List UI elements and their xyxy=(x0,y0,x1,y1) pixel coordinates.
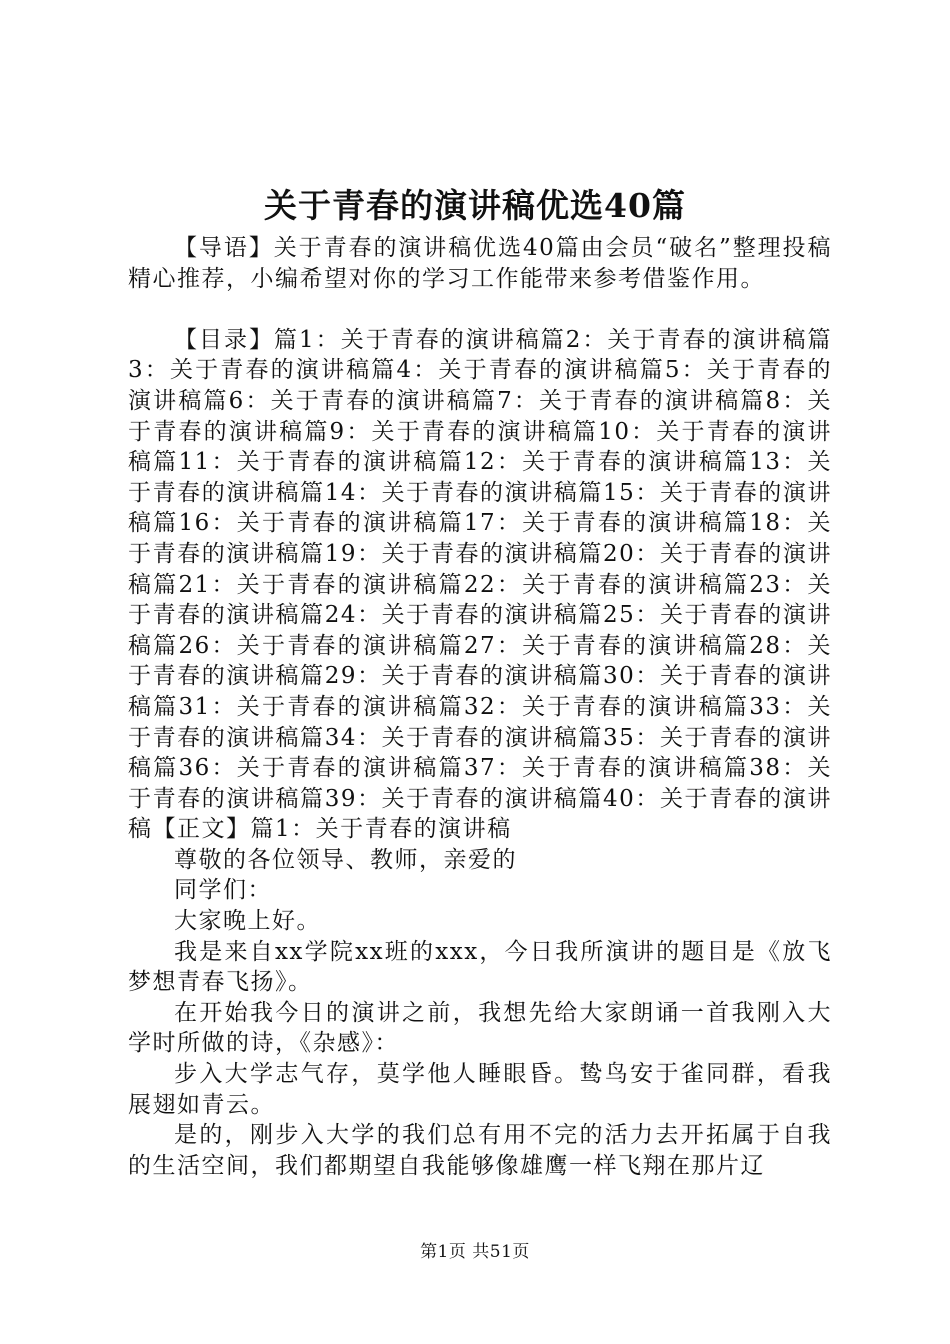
body-paragraph: 在开始我今日的演讲之前，我想先给大家朗诵一首我刚入大学时所做的诗，《杂感》： xyxy=(128,999,832,1057)
body-paragraph: 同学们： xyxy=(174,877,272,904)
toc-paragraph: 【目录】篇1：关于青春的演讲稿篇2：关于青春的演讲稿篇3：关于青春的演讲稿篇4：关于青春的演讲稿篇5：关于青春的演讲稿篇6：关于青春的演讲稿篇7：关于青春的演讲稿篇8：关于青春的演讲稿篇9：关于青春的演讲稿篇10：关于青春的演讲稿篇11：关于青春的演讲稿篇12：关于青春的演讲稿篇13：关于青春的演讲稿篇14：关于青春的演讲稿篇15：关于青春的演讲稿篇16：关于青春的演讲稿篇17：关于青春的演讲稿篇18：关于青春的演讲稿篇19：关于青春的演讲稿篇20：关于青春的演讲稿篇21：关于青春的演讲稿篇22：关于青春的演讲稿篇23：关于青春的演讲稿篇24：关于青春的演讲稿篇25：关于青春的演讲稿篇26：关于青春的演讲稿篇27：关于青春的演讲稿篇28：关于青春的演讲稿篇29：关于青春的演讲稿篇30：关于青春的演讲稿篇31：关于青春的演讲稿篇32：关于青春的演讲稿篇33：关于青春的演讲稿篇34：关于青春的演讲稿篇35：关于青春的演讲稿篇36：关于青春的演讲稿篇37：关于青春的演讲稿篇38：关于青春的演讲稿篇39：关于青春的演讲稿篇40：关于青春的演讲稿【正文】篇1：关于青春的演讲稿 xyxy=(128,326,832,843)
body-paragraph: 步入大学志气存，莫学他人睡眼昏。鸷鸟安于雀同群，看我展翅如青云。 xyxy=(128,1061,832,1118)
body-paragraph: 尊敬的各位领导、教师，亲爱的 xyxy=(174,846,517,873)
document-body xyxy=(128,233,832,1181)
page-footer: 第1页 共51页 xyxy=(420,1242,530,1262)
intro-paragraph: 【导语】关于青春的演讲稿优选40篇由会员“破名”整理投稿精心推荐，小编希望对你的学习工作能带来参考借鉴作用。 xyxy=(128,235,832,292)
body-paragraph: 我是来自xx学院xx班的xxx，今日我所演讲的题目是《放飞梦想青春飞扬》。 xyxy=(128,938,832,996)
body-paragraph: 是的，刚步入大学的我们总有用不完的活力去开拓属于自我的生活空间，我们都期望自我能够像雄鹰一样飞翔在那片辽 xyxy=(128,1122,832,1179)
body-paragraph: 大家晚上好。 xyxy=(174,908,321,935)
document-title: 关于青春的演讲稿优选40篇 xyxy=(264,186,686,225)
